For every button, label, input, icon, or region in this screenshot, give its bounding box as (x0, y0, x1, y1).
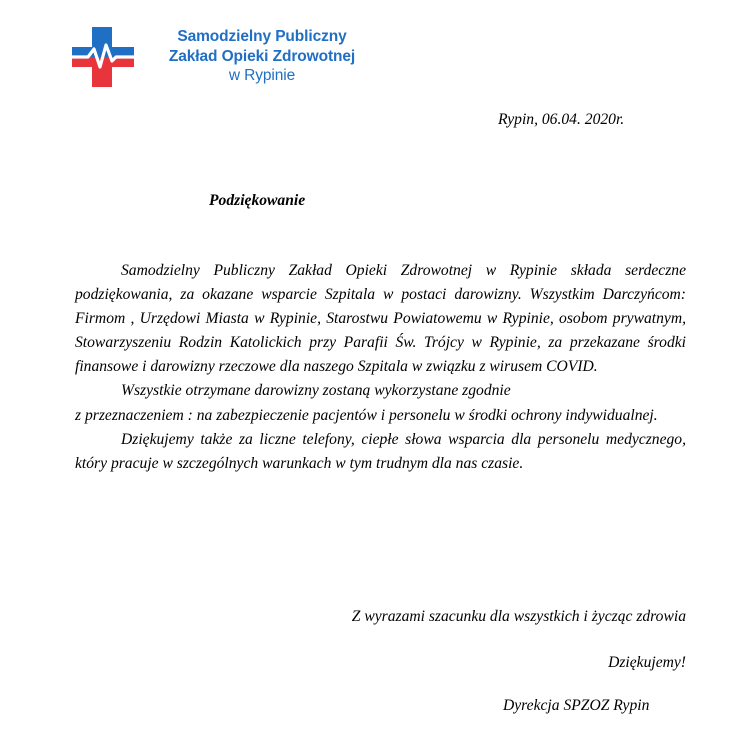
logo-line-3: w Rypinie (228, 67, 296, 84)
logo-wordmark (147, 27, 377, 86)
thanks-line: Dziękujemy! (608, 654, 686, 671)
signature: Dyrekcja SPZOZ Rypin (503, 697, 650, 714)
institution-logo (72, 27, 372, 91)
logo-line-2: Zakład Opieki Zdrowotnej (168, 47, 356, 65)
paragraph-thanks: Samodzielny Publiczny Zakład Opieki Zdrowotnej w Rypinie składa serdeczne podziękowania, za okazane wsparcie Szpitala w postaci darowizny. Wszystkim Darczyńcom: Firmom , Urzędowi Miasta w Rypinie, Starostwu Powiatowemu w Rypinie, osobom prywatnym, Stowarzyszeniu Rodzin Katolickich przy Parafii Św. Trójcy w Rypinie, za przekazane środki finansowe i darowizny rzeczowe dla naszego Szpitala w związku z wirusem COVID. (75, 262, 686, 376)
closing-line: Z wyrazami szacunku dla wszystkich i życząc zdrowia (351, 608, 686, 625)
paragraph-gratitude: Dziękujemy także za liczne telefony, ciepłe słowa wsparcia dla personelu medycznego, który pracuje w szczególnych warunkach w tym trudnym dla nas czasie. (75, 430, 686, 472)
medical-cross-heartbeat-icon (72, 27, 134, 87)
logo-line-1: Samodzielny Publiczny (177, 28, 347, 45)
paragraph-donations-line: Wszystkie otrzymane darowizny zostaną wykorzystane zgodnie (121, 382, 511, 400)
letter-title: Podziękowanie (209, 192, 306, 209)
letter-body (75, 259, 686, 476)
paragraph-donations-purpose: z przeznaczeniem : na zabezpieczenie pacjentów i personelu w środki ochrony indywidualnej. (75, 406, 658, 424)
letter-date: Rypin, 06.04. 2020r. (498, 111, 625, 128)
